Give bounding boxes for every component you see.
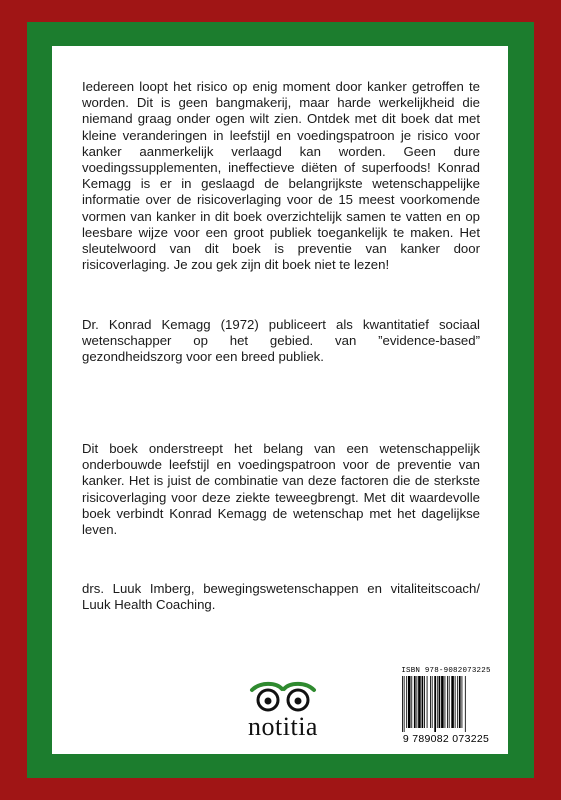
isbn-barcode: [398, 665, 494, 747]
barcode-bar: [406, 676, 407, 728]
barcode-bar: [430, 676, 431, 728]
ean-digits: 9 789082 073225: [402, 733, 490, 745]
barcode-bar: [441, 676, 444, 728]
barcode-bar: [457, 676, 458, 728]
barcode-bar: [455, 676, 456, 728]
barcode-bar: [408, 676, 411, 728]
barcode-bar: [459, 676, 461, 728]
barcode-bar: [437, 676, 438, 728]
barcode-bar: [465, 676, 466, 732]
publisher-name: notitia: [248, 712, 318, 741]
barcode-bar: [411, 676, 412, 728]
barcode-bar: [447, 676, 448, 728]
owl-eyes-icon: [246, 680, 320, 714]
barcode-bar: [449, 676, 450, 728]
barcode-bar: [434, 676, 436, 732]
barcode-bar: [414, 676, 416, 728]
barcode-bar: [416, 676, 417, 728]
barcode-bar: [451, 676, 454, 728]
book-blurb: Iedereen loopt het risico op enig moment door kanker getroffen te worden. Dit is geen bangmakerij, maar harde werkelijkheid die niemand graag onder ogen wilt zien. Ontdek met dit boek dat met kleine veranderingen in leefstijl en voedingspatroon je risico voor kanker aanmerkelijk verlaagd kan worden. Geen dure voedingssupplementen, ineffectieve diëten of superfoods! Konrad Kemagg is er in geslaagd de belangrijkste wetenschappelijke informatie over de risicoverlaging voor de 15 meest voorkomende vormen van kanker in dit boek overzichtelijk samen te vatten en op leesbare wijze voor een groot publiek toegankelijk te maken. Het sleutelwoord van dit boek is preventie van kanker door risicoverlaging. Je zou gek zijn dit boek niet te lezen!: [82, 79, 480, 273]
barcode-bar: [445, 676, 446, 728]
barcode-bar: [424, 676, 425, 728]
barcode-bar: [432, 676, 433, 728]
barcode-bar: [404, 676, 405, 732]
barcode-bar: [418, 676, 421, 728]
barcode-bar: [402, 676, 403, 732]
back-cover-page: [52, 46, 508, 754]
barcode-bar: [462, 676, 463, 728]
publisher-logo: [228, 680, 338, 746]
isbn-label: ISBN 978-9082073225: [401, 667, 491, 675]
barcode-bar: [427, 676, 428, 728]
barcode-bar: [422, 676, 424, 728]
barcode-bars: [400, 676, 492, 732]
author-bio: Dr. Konrad Kemagg (1972) publiceert als kwantitatief sociaal wetenschapper op het gebied. van ”evidence-based” gezondheidszorg voor een breed publiek.: [82, 317, 480, 365]
endorser-credit: drs. Luuk Imberg, bewegingswetenschappen en vitaliteitscoach/ Luuk Health Coaching.: [82, 581, 480, 613]
barcode-bar: [439, 676, 441, 728]
endorsement: Dit boek onderstreept het belang van een wetenschappelijk onderbouwde leefstijl en voedingspatroon voor de preventie van kanker. Het is juist de combinatie van deze factoren die de sterkste risicoverlaging voor deze ziekte teweegbrengt. Met dit waardevolle boek verbindt Konrad Kemagg de wetenschap met het dagelijkse leven.: [82, 441, 480, 538]
